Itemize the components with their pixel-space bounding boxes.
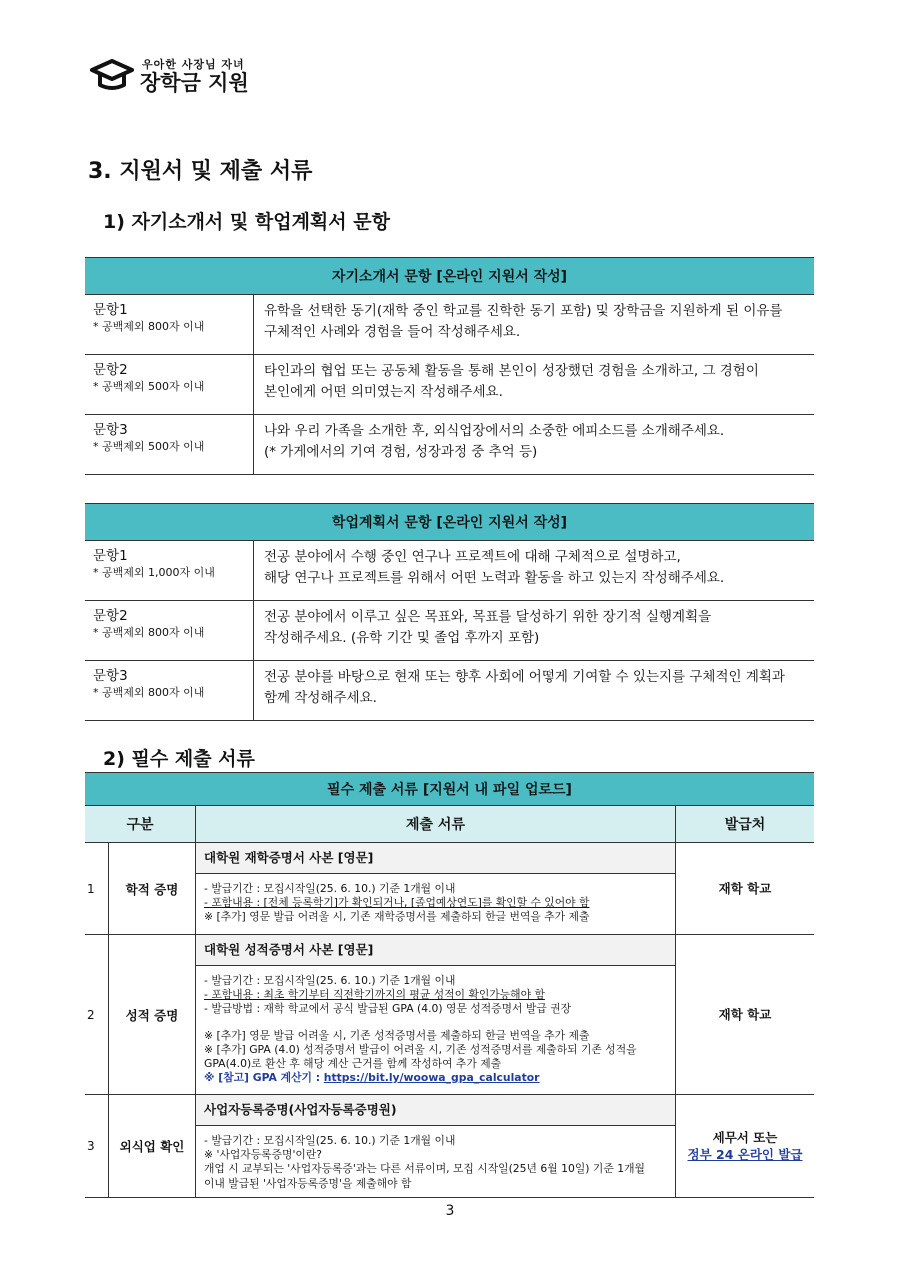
col-header-category: 구분: [85, 806, 196, 843]
question-label: 문항3: [93, 668, 128, 684]
plan-table-header: 학업계획서 문항 [온라인 지원서 작성]: [85, 504, 814, 541]
question-text: 해당 연구나 프로젝트를 위해서 어떤 노력과 활동을 하고 있는지 작성해주세요.: [264, 570, 725, 586]
page-number: 3: [445, 1203, 455, 1219]
doc-detail: ※ [추가] 영문 발급 어려울 시, 기존 재학증명서를 제출하되 한글 번역을 추가 제출: [204, 910, 590, 924]
row-number: 3: [85, 1095, 109, 1198]
required-docs-table: [85, 772, 814, 1198]
document-title: 사업자등록증명(사업자등록증명원): [196, 1095, 675, 1126]
doc-detail: - 발급기간 : 모집시작일(25. 6. 10.) 기준 1개월 이내: [204, 1134, 456, 1147]
doc-detail: GPA(4.0)로 환산 후 해당 계산 근거를 함께 작성하여 추가 제출: [204, 1057, 502, 1071]
question-text: 나와 우리 가족을 소개한 후, 외식업장에서의 소중한 에피소드를 소개해주세요.: [264, 423, 725, 439]
doc-detail: - 발급기간 : 모집시작일(25. 6. 10.) 기준 1개월 이내: [204, 974, 456, 987]
doc-detail: - 발급기간 : 모집시작일(25. 6. 10.) 기준 1개월 이내: [204, 882, 456, 895]
row-category: 성적 증명: [109, 935, 196, 1095]
doc-detail: ※ [추가] GPA (4.0) 성적증명서 발급이 어려울 시, 기존 성적증명서를 제출하되 기존 성적을: [204, 1042, 637, 1056]
question-label: 문항1: [93, 302, 128, 318]
table-row: [85, 843, 814, 935]
gov24-link[interactable]: 정부 24 온라인 발급: [687, 1146, 803, 1162]
row-issuer: 세무서 또는: [712, 1129, 778, 1145]
doc-detail: 이내 발급된 '사업자등록증명'을 제출해야 함: [204, 1176, 412, 1190]
table-row: [85, 541, 814, 601]
question-label: 문항2: [93, 608, 128, 624]
question-text: 함께 작성해주세요.: [264, 690, 377, 706]
row-number: 1: [85, 843, 109, 935]
char-limit: * 공백제외 500자 이내: [93, 380, 205, 393]
plan-question-table: [85, 503, 814, 721]
logo-title: 장학금 지원: [140, 70, 249, 95]
document-title: 대학원 재학증명서 사본 [영문]: [196, 843, 675, 874]
col-header-issuer: 발급처: [676, 806, 815, 843]
subsection-title-1: 1) 자기소개서 및 학업계획서 문항: [103, 211, 390, 233]
table-row: [85, 355, 814, 415]
question-label: 문항2: [93, 362, 128, 378]
char-limit: * 공백제외 800자 이내: [93, 320, 205, 333]
question-text: 구체적인 사례와 경험을 들어 작성해주세요.: [264, 324, 521, 340]
row-issuer: 재학 학교: [676, 843, 815, 935]
table-row: [85, 935, 814, 1095]
table-row: [85, 295, 814, 355]
question-text: 전공 분야에서 수행 중인 연구나 프로젝트에 대해 구체적으로 설명하고,: [264, 549, 681, 565]
question-label: 문항3: [93, 422, 128, 438]
required-docs-title: 필수 제출 서류 [지원서 내 파일 업로드]: [85, 773, 814, 806]
table-row: [85, 1095, 814, 1198]
gpa-note-label: ※ [참고] GPA 계산기 :: [204, 1071, 324, 1085]
table-row: [85, 415, 814, 475]
table-row: [85, 661, 814, 721]
question-text: 전공 분야를 바탕으로 현재 또는 향후 사회에 어떻게 기여할 수 있는지를 구체적인 계획과: [264, 669, 785, 685]
question-text: 본인에게 어떤 의미였는지 작성해주세요.: [264, 384, 503, 400]
col-header-documents: 제출 서류: [196, 806, 676, 843]
char-limit: * 공백제외 800자 이내: [93, 626, 205, 639]
logo-subtitle: 우아한 사장님 자녀: [142, 57, 245, 71]
doc-detail: - 발급방법 : 재학 학교에서 공식 발급된 GPA (4.0) 영문 성적증명서 발급 권장: [204, 1002, 572, 1016]
char-limit: * 공백제외 800자 이내: [93, 686, 205, 699]
question-text: 작성해주세요. (유학 기간 및 졸업 후까지 포함): [264, 630, 540, 646]
char-limit: * 공백제외 1,000자 이내: [93, 566, 215, 579]
question-text: 유학을 선택한 동기(재학 중인 학교를 진학한 동기 포함) 및 장학금을 지원하게 된 이유를: [264, 303, 783, 319]
doc-detail: 개업 시 교부되는 '사업자등록증'과는 다른 서류이며, 모집 시작일(25년 6월 10일) 기준 1개월: [204, 1162, 645, 1176]
question-text: 전공 분야에서 이루고 싶은 목표와, 목표를 달성하기 위한 장기적 실행계획을: [264, 609, 712, 625]
row-number: 2: [85, 935, 109, 1095]
char-limit: * 공백제외 500자 이내: [93, 440, 205, 453]
logo: [90, 56, 249, 96]
intro-question-table: [85, 257, 814, 475]
doc-detail: - 포함내용 : [전체 등록학기]가 확인되거나, [졸업예상연도]를 확인할 수 있어야 함: [204, 896, 590, 910]
document-title: 대학원 성적증명서 사본 [영문]: [196, 935, 675, 966]
row-category: 학적 증명: [109, 843, 196, 935]
question-label: 문항1: [93, 548, 128, 564]
subsection-title-2: 2) 필수 제출 서류: [103, 748, 255, 770]
doc-detail: ※ [추가] 영문 발급 어려울 시, 기존 성적증명서를 제출하되 한글 번역을 추가 제출: [204, 1028, 590, 1042]
doc-detail: ※ '사업자등록증명'이란?: [204, 1148, 323, 1162]
question-text: 타인과의 협업 또는 공동체 활동을 통해 본인이 성장했던 경험을 소개하고, 그 경험이: [264, 363, 759, 379]
gpa-calculator-link[interactable]: https://bit.ly/woowa_gpa_calculator: [323, 1071, 540, 1085]
graduation-cap-icon: [90, 58, 134, 94]
intro-table-header: 자기소개서 문항 [온라인 지원서 작성]: [85, 258, 814, 295]
row-issuer: 재학 학교: [676, 935, 815, 1095]
question-text: (* 가게에서의 기여 경험, 성장과정 중 추억 등): [264, 444, 538, 460]
section-title: 3. 지원서 및 제출 서류: [88, 159, 313, 184]
row-category: 외식업 확인: [109, 1095, 196, 1198]
doc-detail: - 포함내용 : 최초 학기부터 직전학기까지의 평균 성적이 확인가능해야 함: [204, 988, 545, 1002]
table-row: [85, 601, 814, 661]
